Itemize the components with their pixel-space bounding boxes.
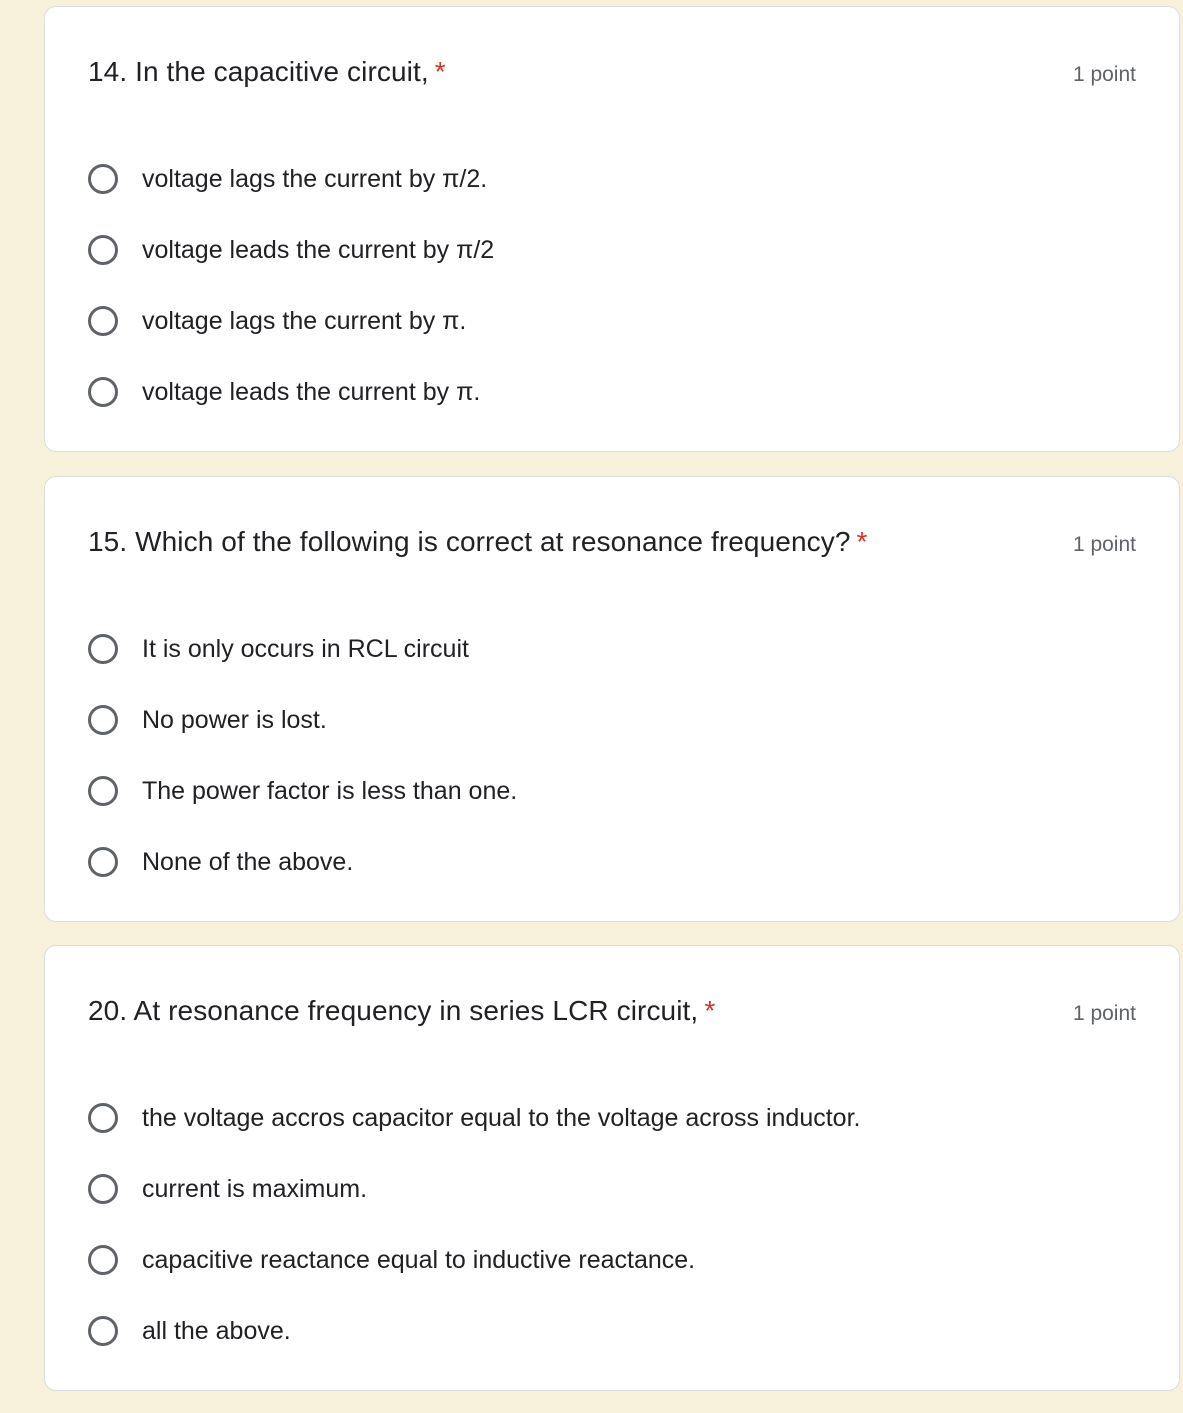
question-title: [88, 525, 868, 559]
question-text: 15. Which of the following is correct at resonance frequency?: [88, 526, 851, 557]
radio-button[interactable]: [88, 377, 118, 407]
option-voltage-capacitor-equals-inductor[interactable]: [88, 1082, 860, 1153]
option-label: No power is lost.: [142, 705, 327, 734]
radio-button[interactable]: [88, 1174, 118, 1204]
radio-button[interactable]: [88, 164, 118, 194]
option-no-power-lost[interactable]: [88, 684, 517, 755]
option-label: It is only occurs in RCL circuit: [142, 634, 469, 663]
options-group: [88, 1082, 860, 1366]
option-label: The power factor is less than one.: [142, 776, 518, 805]
radio-button[interactable]: [88, 1103, 118, 1133]
options-group: [88, 613, 517, 897]
radio-button[interactable]: [88, 705, 118, 735]
question-card-20: [44, 945, 1180, 1391]
required-asterisk: *: [856, 526, 868, 557]
option-label: voltage lags the current by π/2.: [142, 164, 488, 193]
option-label: capacitive reactance equal to inductive reactance.: [142, 1245, 696, 1274]
option-label: the voltage accros capacitor equal to the voltage across inductor.: [142, 1103, 861, 1132]
points-label: 1 point: [1072, 63, 1136, 86]
radio-button[interactable]: [88, 1245, 118, 1275]
question-card-15: [44, 476, 1180, 922]
radio-button[interactable]: [88, 306, 118, 336]
radio-button[interactable]: [88, 776, 118, 806]
option-label: voltage lags the current by π.: [142, 306, 467, 335]
options-group: [88, 143, 494, 427]
question-card-14: [44, 6, 1180, 452]
question-title: [88, 55, 446, 89]
option-power-factor-less-than-one[interactable]: [88, 755, 517, 826]
radio-button[interactable]: [88, 847, 118, 877]
question-text: 14. In the capacitive circuit,: [88, 56, 429, 87]
option-voltage-leads-pi[interactable]: [88, 356, 494, 427]
radio-button[interactable]: [88, 235, 118, 265]
option-label: None of the above.: [142, 847, 354, 876]
points-label: 1 point: [1072, 1002, 1136, 1025]
required-asterisk: *: [704, 995, 716, 1026]
option-only-rcl-circuit[interactable]: [88, 613, 517, 684]
option-current-maximum[interactable]: [88, 1153, 860, 1224]
option-label: all the above.: [142, 1316, 291, 1345]
radio-button[interactable]: [88, 634, 118, 664]
option-reactances-equal[interactable]: [88, 1224, 860, 1295]
points-label: 1 point: [1072, 533, 1136, 556]
option-voltage-lags-pi[interactable]: [88, 285, 494, 356]
option-none-of-the-above[interactable]: [88, 826, 517, 897]
option-label: current is maximum.: [142, 1174, 368, 1203]
question-title: [88, 994, 715, 1028]
option-label: voltage leads the current by π.: [142, 377, 481, 406]
option-label: voltage leads the current by π/2: [142, 235, 495, 264]
option-voltage-lags-pi-2[interactable]: [88, 143, 494, 214]
option-voltage-leads-pi-2[interactable]: [88, 214, 494, 285]
required-asterisk: *: [434, 56, 446, 87]
radio-button[interactable]: [88, 1316, 118, 1346]
option-all-the-above[interactable]: [88, 1295, 860, 1366]
question-text: 20. At resonance frequency in series LCR circuit,: [88, 995, 699, 1026]
